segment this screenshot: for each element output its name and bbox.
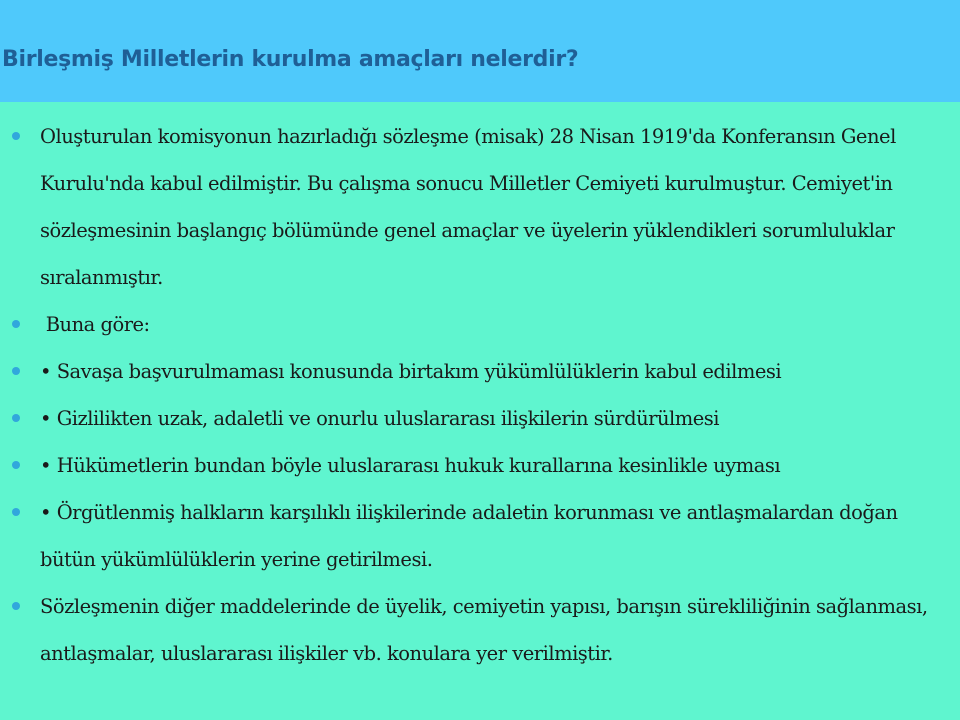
bullet-text: Buna göre: xyxy=(40,313,150,336)
bullet-item xyxy=(0,395,960,442)
bullet-item xyxy=(0,442,960,489)
bullet-text: • Hükümetlerin bundan böyle uluslararası hukuk kurallarına kesinlikle uyması xyxy=(40,454,781,477)
bullet-text: • Gizlilikten uzak, adaletli ve onurlu uluslararası ilişkilerin sürdürülmesi xyxy=(40,407,720,430)
bullet-text: • Örgütlenmiş halkların karşılıklı ilişkilerinde adaletin korunması ve antlaşmalardan doğan bütün yükümlülüklerin yerine getirilmesi. xyxy=(40,501,898,571)
slide-title: Birleşmiş Milletlerin kurulma amaçları nelerdir? xyxy=(2,47,579,72)
bullet-text: Sözleşmenin diğer maddelerinde de üyelik, cemiyetin yapısı, barışın sürekliliğinin sağlanması, antlaşmalar, uluslararası ilişkiler vb. konulara yer verilmiştir. xyxy=(40,595,928,665)
bullet-text: • Savaşa başvurulmaması konusunda birtakım yükümlülüklerin kabul edilmesi xyxy=(40,360,782,383)
bullet-item xyxy=(0,113,960,301)
round-bullet-icon xyxy=(12,320,20,328)
bullet-list xyxy=(0,113,960,677)
bullet-item xyxy=(0,489,960,583)
round-bullet-icon xyxy=(12,367,20,375)
title-bar xyxy=(0,0,960,102)
round-bullet-icon xyxy=(12,602,20,610)
round-bullet-icon xyxy=(12,414,20,422)
round-bullet-icon xyxy=(12,508,20,516)
round-bullet-icon xyxy=(12,132,20,140)
bullet-item xyxy=(0,348,960,395)
bullet-text: Oluşturulan komisyonun hazırladığı sözleşme (misak) 28 Nisan 1919'da Konferansın Genel Kurulu'nda kabul edilmiştir. Bu çalışma sonucu Milletler Cemiyeti kurulmuştur. Cemiyet'in sözleşmesinin başlangıç bölümünde genel amaçlar ve üyelerin yüklendikleri sorumluluklar sıralanmıştır. xyxy=(40,125,896,289)
round-bullet-icon xyxy=(12,461,20,469)
bullet-item xyxy=(0,583,960,677)
bullet-item xyxy=(0,301,960,348)
